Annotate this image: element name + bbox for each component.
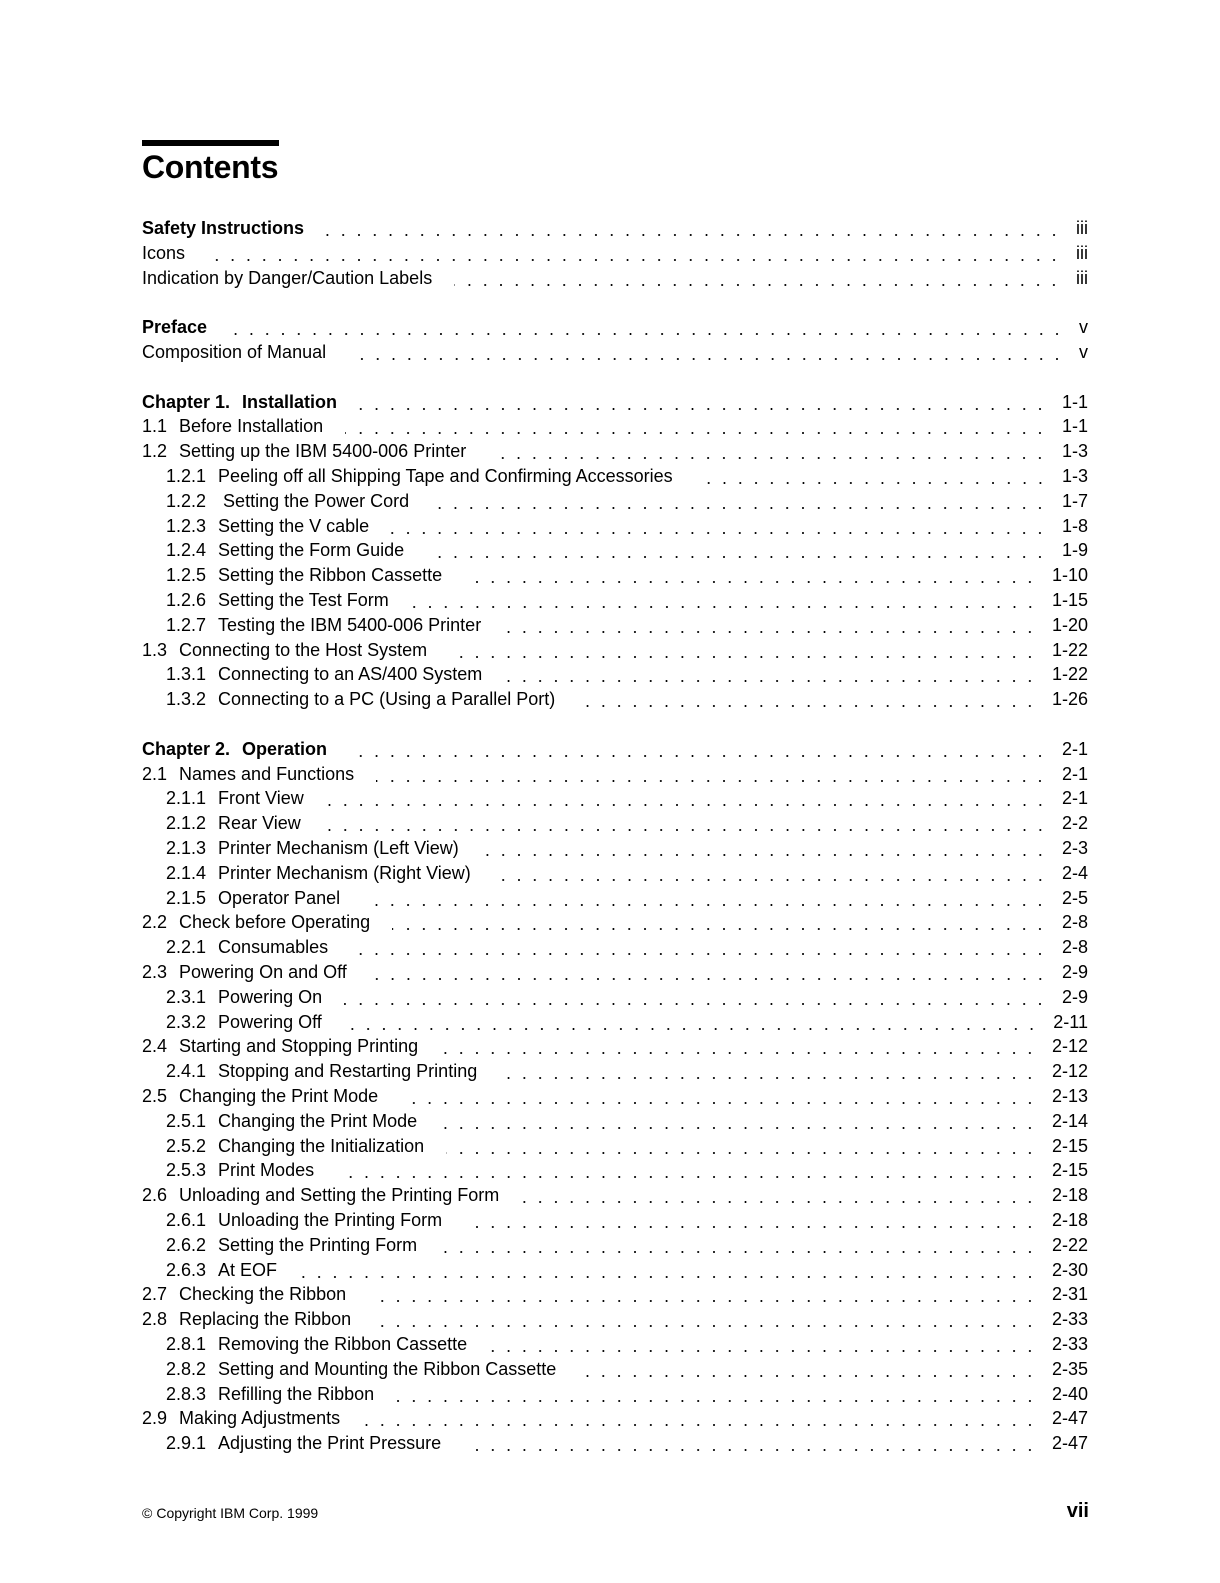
toc-entry[interactable] (166, 886, 1088, 911)
toc-entry-page: iii (1076, 267, 1088, 288)
toc-entry-number: 1.1 (142, 416, 168, 437)
toc-entry-number: 2.9.1 (166, 1433, 207, 1454)
toc-entry[interactable] (142, 414, 1088, 439)
dot-leader (521, 1183, 1038, 1208)
toc-entry-title: Print Modes (218, 1160, 315, 1181)
toc-entry-page: 1-26 (1051, 689, 1088, 710)
toc-entry-title: Setting the Ribbon Cassette (218, 565, 443, 586)
toc-entry-title: Preface (142, 317, 208, 338)
dot-leader (362, 1406, 1038, 1431)
toc-entry-page: 1-3 (1061, 466, 1088, 486)
toc-entry[interactable] (142, 1084, 1088, 1109)
toc-entry[interactable] (142, 216, 1088, 241)
toc-entry[interactable] (166, 935, 1088, 960)
toc-entry-number: 2.5.2 (166, 1135, 207, 1156)
toc-entry-page: 2-47 (1051, 1408, 1088, 1429)
dot-leader (368, 1282, 1038, 1307)
dot-leader (439, 1109, 1038, 1134)
toc-entry-title: Indication by Danger/Caution Labels (142, 267, 433, 288)
toc-entry[interactable] (166, 1010, 1088, 1035)
toc-entry-title: Installation (242, 391, 338, 412)
toc-entry[interactable] (166, 1382, 1088, 1407)
dot-leader (481, 836, 1048, 861)
toc-entry-page: 2-2 (1061, 813, 1088, 834)
toc-entry[interactable] (142, 1307, 1088, 1332)
toc-entry[interactable] (166, 1233, 1088, 1258)
toc-entry[interactable] (142, 737, 1088, 762)
dot-leader (493, 861, 1048, 886)
dot-leader (464, 1208, 1038, 1233)
toc-entry-title: Connecting to a PC (Using a Parallel Port) (218, 689, 556, 710)
toc-entry-title: Printer Mechanism (Left View) (218, 838, 459, 858)
toc-entry-title: Consumables (218, 937, 329, 958)
toc-entry[interactable] (166, 1109, 1088, 1134)
toc-entry-title: Composition of Manual (142, 342, 327, 362)
dot-leader (376, 762, 1048, 787)
dot-leader (359, 390, 1048, 415)
toc-entry-page: 2-5 (1061, 887, 1088, 908)
copyright-notice (142, 1502, 318, 1524)
toc-entry-page: 2-12 (1051, 1036, 1088, 1057)
toc-entry-number: 2.1.4 (166, 862, 207, 883)
toc-entry[interactable] (142, 960, 1088, 985)
toc-entry-number: 2.1 (142, 763, 168, 784)
toc-entry-page: 2-31 (1051, 1284, 1088, 1305)
toc-entry[interactable] (166, 489, 1088, 514)
toc-entry-title: Printer Mechanism (Right View) (218, 862, 471, 883)
dot-leader (369, 960, 1048, 985)
toc-entry-page: 2-47 (1051, 1433, 1088, 1454)
toc-entry[interactable] (166, 1208, 1088, 1233)
toc-entry-number: 1.2.5 (166, 565, 207, 586)
toc-entry[interactable] (166, 861, 1088, 886)
toc-entry-title: Setting the Test Form (218, 590, 389, 610)
toc-entry[interactable] (166, 538, 1088, 563)
toc-entry-number: 2.2 (142, 912, 168, 933)
toc-entry-page: 2-14 (1051, 1110, 1088, 1131)
toc-entry-page: 2-9 (1061, 962, 1088, 982)
dot-leader (348, 340, 1065, 365)
toc-entry-number: 2.5.1 (166, 1110, 207, 1131)
toc-entry-title: Names and Functions (179, 763, 355, 784)
dot-leader (695, 464, 1048, 489)
toc-entry[interactable] (166, 985, 1088, 1010)
toc-entry[interactable] (166, 1357, 1088, 1382)
toc-entry[interactable] (142, 1406, 1088, 1431)
toc-entry-page: 2-35 (1051, 1358, 1088, 1379)
dot-leader (345, 414, 1048, 439)
toc-entry-number: 2.8.1 (166, 1334, 207, 1354)
dot-leader (323, 811, 1048, 836)
toc-entry-title: Rear View (218, 813, 301, 834)
toc-entry-title: Setting the Form Guide (218, 540, 405, 561)
toc-entry-number: 2.3.2 (166, 1011, 207, 1032)
toc-entry[interactable] (166, 563, 1088, 588)
toc-entry[interactable] (166, 464, 1088, 489)
toc-entry-number: 1.3.2 (166, 689, 207, 710)
dot-leader (350, 935, 1048, 960)
toc-entry[interactable] (142, 315, 1088, 340)
toc-entry-page: 1-10 (1051, 565, 1088, 586)
toc-entry[interactable] (142, 439, 1088, 464)
toc-entry-title: Operator Panel (218, 887, 341, 908)
toc-entry-number: 2.2.1 (166, 937, 207, 958)
toc-entry[interactable] (142, 1282, 1088, 1307)
toc-entry-number: 1.2.1 (166, 466, 207, 486)
toc-entry-page: 2-3 (1061, 838, 1088, 858)
toc-entry-number: 2.1.2 (166, 813, 207, 834)
toc-entry-page: 2-40 (1051, 1383, 1088, 1404)
toc-entry-title: Powering On and Off (179, 962, 347, 982)
toc-entry-number: 1.2.2 (166, 490, 207, 511)
toc-entry-number: 1.2.4 (166, 540, 207, 561)
toc-entry-number: 2.8 (142, 1309, 168, 1330)
toc-entry-title: Front View (218, 788, 304, 809)
copyright-text: Copyright IBM Corp. 1999 (156, 1505, 319, 1521)
dot-leader (400, 1084, 1038, 1109)
toc-entry[interactable] (142, 340, 1088, 365)
toc-entry-page: 1-22 (1051, 664, 1088, 685)
toc-entry-number: 2.6 (142, 1185, 168, 1206)
toc-entry[interactable] (142, 762, 1088, 787)
dot-leader (578, 1357, 1038, 1382)
toc-entry-title: Adjusting the Print Pressure (218, 1433, 442, 1454)
dot-leader (326, 216, 1062, 241)
dot-leader (463, 1431, 1038, 1456)
toc-entry-page: 2-13 (1051, 1086, 1088, 1106)
toc-entry-page: iii (1076, 218, 1088, 238)
toc-entry-title: Unloading and Setting the Printing Form (179, 1185, 500, 1206)
toc-entry-title: Powering Off (218, 1011, 322, 1032)
toc-entry[interactable] (166, 786, 1088, 811)
dot-leader (449, 638, 1038, 663)
toc-entry[interactable] (142, 390, 1088, 415)
toc-entry-number: 2.1.5 (166, 887, 207, 908)
dot-leader (349, 737, 1048, 762)
toc-entry-title: Powering On (218, 986, 323, 1007)
dot-leader (207, 241, 1062, 266)
toc-entry-title: Making Adjustments (179, 1408, 341, 1429)
toc-entry-page: 2-15 (1051, 1135, 1088, 1156)
toc-entry[interactable] (166, 1158, 1088, 1183)
toc-entry-title: Removing the Ribbon Cassette (218, 1334, 468, 1354)
toc-entry-title: Icons (142, 242, 186, 263)
toc-entry-title: Setting the Power Cord (218, 490, 410, 511)
toc-entry-number: 2.4 (142, 1036, 168, 1057)
toc-entry-page: 2-33 (1051, 1334, 1088, 1354)
toc-entry-title: Refilling the Ribbon (218, 1383, 375, 1404)
toc-entry-title: Replacing the Ribbon (179, 1309, 352, 1330)
toc-entry-number: 2.1.3 (166, 838, 207, 858)
toc-entry-page: 1-15 (1051, 590, 1088, 610)
toc-entry-number: 1.3.1 (166, 664, 207, 685)
toc-entry-page: 2-11 (1053, 1011, 1088, 1032)
dot-leader (446, 1134, 1038, 1159)
toc-entry-page: 2-22 (1051, 1234, 1088, 1255)
toc-entry-number: 2.6.1 (166, 1210, 207, 1230)
toc-entry[interactable] (142, 910, 1088, 935)
toc-entry-number: 2.7 (142, 1284, 168, 1305)
toc-entry[interactable] (166, 613, 1088, 638)
toc-entry-number: 2.3.1 (166, 986, 207, 1007)
toc-entry-page: 1-1 (1061, 391, 1088, 412)
toc-entry-page: v (1079, 317, 1088, 338)
toc-entry-title: Connecting to the Host System (179, 639, 428, 660)
toc-entry[interactable] (166, 514, 1088, 539)
dot-leader (431, 489, 1048, 514)
toc-entry[interactable] (166, 1059, 1088, 1084)
toc-entry-number: 2.6.2 (166, 1234, 207, 1255)
toc-entry-page: 1-9 (1061, 540, 1088, 561)
toc-entry-number: 2.8.3 (166, 1383, 207, 1404)
toc-entry[interactable] (166, 662, 1088, 687)
dot-leader (391, 514, 1048, 539)
dot-leader (488, 439, 1048, 464)
toc-entry[interactable] (166, 1134, 1088, 1159)
toc-entry-title: Stopping and Restarting Printing (218, 1061, 478, 1082)
toc-entry[interactable] (142, 1183, 1088, 1208)
toc-entry-title: Setting up the IBM 5400-006 Printer (179, 441, 467, 462)
toc-entry-page: 2-15 (1051, 1160, 1088, 1181)
toc-entry-number: 2.4.1 (166, 1061, 207, 1082)
toc-entry-page: 2-1 (1061, 738, 1088, 759)
toc-entry-title: Setting the V cable (218, 515, 370, 536)
toc-entry-number: 2.8.2 (166, 1358, 207, 1379)
dot-leader (503, 613, 1038, 638)
toc-entry-title: Connecting to an AS/400 System (218, 664, 483, 685)
dot-leader (229, 315, 1065, 340)
toc-entry-title: Changing the Print Mode (218, 1110, 418, 1131)
toc-entry[interactable] (142, 241, 1088, 266)
dot-leader (454, 266, 1062, 291)
toc-entry-title: Operation (242, 738, 328, 759)
toc-entry[interactable] (166, 1431, 1088, 1456)
toc-entry-number: Chapter 2. (142, 738, 231, 759)
toc-entry-number: 1.2 (142, 441, 168, 462)
toc-entry-title: Before Installation (179, 416, 324, 437)
toc-entry-page: 2-8 (1061, 912, 1088, 933)
toc-entry-page: 2-18 (1051, 1210, 1088, 1230)
dot-leader (464, 563, 1038, 588)
dot-leader (326, 786, 1048, 811)
dot-leader (489, 1332, 1038, 1357)
dot-leader (336, 1158, 1038, 1183)
toc-entry-number: Chapter 1. (142, 391, 231, 412)
toc-entry[interactable] (166, 588, 1088, 613)
toc-entry-number: 1.2.3 (166, 515, 207, 536)
toc-entry-page: 2-1 (1061, 763, 1088, 784)
toc-entry[interactable] (142, 638, 1088, 663)
dot-leader (504, 662, 1038, 687)
dot-leader (411, 588, 1038, 613)
dot-leader (299, 1258, 1038, 1283)
toc-entry-number: 2.9 (142, 1408, 168, 1429)
toc-entry-number: 2.1.1 (166, 788, 207, 809)
toc-entry-number: 1.2.6 (166, 590, 207, 610)
toc-entry-page: 2-30 (1051, 1259, 1088, 1280)
toc-entry-title: Setting and Mounting the Ribbon Cassette (218, 1358, 557, 1379)
toc-entry-number: 2.6.3 (166, 1259, 207, 1280)
toc-entry-title: Peeling off all Shipping Tape and Confirming Accessories (218, 466, 673, 486)
toc-entry-number: 2.5 (142, 1086, 168, 1106)
toc-entry-number: 2.5.3 (166, 1160, 207, 1181)
toc-entry[interactable] (166, 1258, 1088, 1283)
toc-entry-title: Setting the Printing Form (218, 1234, 418, 1255)
toc-entry-title: At EOF (218, 1259, 278, 1280)
dot-leader (439, 1233, 1038, 1258)
toc-entry-page: 1-3 (1061, 441, 1088, 462)
toc-entry-number: 1.3 (142, 639, 168, 660)
toc-entry-title: Check before Operating (179, 912, 371, 933)
page-number: vii (1066, 1500, 1089, 1522)
toc-entry-page: 1-1 (1061, 416, 1088, 437)
dot-leader (440, 1034, 1038, 1059)
toc-entry-title: Safety Instructions (142, 218, 305, 238)
dot-leader (396, 1382, 1038, 1407)
toc-entry[interactable] (166, 687, 1088, 712)
toc-entry[interactable] (166, 811, 1088, 836)
dot-leader (373, 1307, 1038, 1332)
toc-entry-title: Starting and Stopping Printing (179, 1036, 419, 1057)
toc-entry-title: Unloading the Printing Form (218, 1210, 443, 1230)
toc-entry-number: 2.3 (142, 962, 168, 982)
toc-entry-title: Changing the Print Mode (179, 1086, 379, 1106)
toc-entry-title: Testing the IBM 5400-006 Printer (218, 614, 482, 635)
dot-leader (499, 1059, 1038, 1084)
toc-entry-page: 1-7 (1061, 490, 1088, 511)
dot-leader (362, 886, 1048, 911)
toc-entry[interactable] (142, 266, 1088, 291)
copyright-icon: © (142, 1505, 153, 1521)
toc-entry-page: 1-8 (1061, 515, 1088, 536)
dot-leader (344, 1010, 1040, 1035)
toc-entry-page: 2-12 (1051, 1061, 1088, 1082)
dot-leader (577, 687, 1038, 712)
toc-entry-title: Checking the Ribbon (179, 1284, 347, 1305)
toc-entry-page: 1-22 (1051, 639, 1088, 660)
toc-entry[interactable] (166, 1332, 1088, 1357)
toc-entry-page: 2-4 (1061, 862, 1088, 883)
toc-entry[interactable] (166, 836, 1088, 861)
toc-entry-page: 2-8 (1061, 937, 1088, 958)
page-title: Contents (142, 149, 279, 185)
dot-leader (426, 538, 1048, 563)
toc-entry-page: 1-20 (1051, 614, 1088, 635)
dot-leader (344, 985, 1048, 1010)
toc-entry-page: v (1079, 342, 1088, 362)
toc-entry-title: Changing the Initialization (218, 1135, 425, 1156)
toc-entry-page: 2-18 (1051, 1185, 1088, 1206)
toc-entry-page: iii (1076, 242, 1088, 263)
dot-leader (392, 910, 1048, 935)
toc-entry-page: 2-1 (1061, 788, 1088, 809)
toc-entry-page: 2-33 (1051, 1309, 1088, 1330)
toc-entry[interactable] (142, 1034, 1088, 1059)
toc-entry-page: 2-9 (1061, 986, 1088, 1007)
toc-entry-number: 1.2.7 (166, 614, 207, 635)
